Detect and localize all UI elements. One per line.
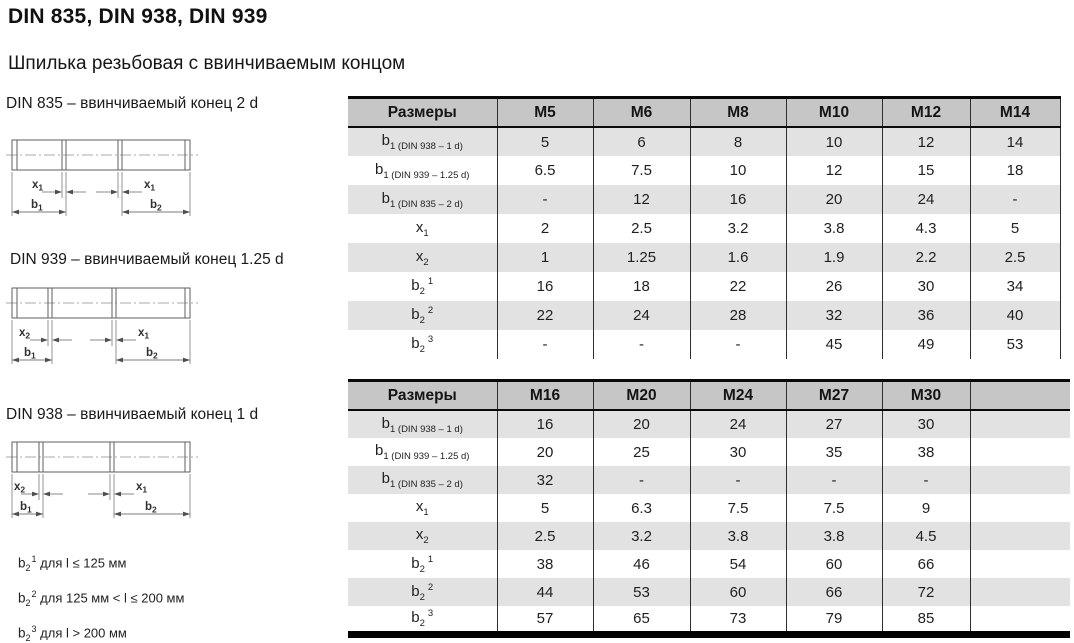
value-cell: 85 — [882, 606, 970, 634]
value-cell: 2.2 — [882, 243, 970, 272]
table-row — [348, 494, 1070, 522]
dim-label-b1: $b_1$ — [24, 347, 36, 361]
row-label: $b_2^1$ — [411, 553, 434, 575]
dim-label-x2-left: $x_2$ — [19, 327, 31, 341]
col-header-m24: M24 — [690, 381, 786, 411]
value-cell: 30 — [882, 272, 970, 301]
value-cell: 24 — [690, 410, 786, 438]
footnote-b2-1: $b_2^1$ для l ≤ 125 мм — [18, 554, 127, 573]
row-label: $b_{1 (DIN 939 - 1.25 d)}$ — [375, 442, 470, 462]
col-header-sizes: Размеры — [348, 98, 497, 128]
drawing-caption-din835: DIN 835 – ввинчиваемый конец 2 d — [6, 95, 259, 112]
value-cell: 14 — [970, 127, 1060, 156]
value-cell — [970, 522, 1070, 550]
value-cell: - — [786, 466, 882, 494]
col-header-m5: M5 — [497, 98, 593, 128]
value-cell: 22 — [690, 272, 786, 301]
value-cell: 10 — [690, 156, 786, 185]
value-cell: 2.5 — [497, 522, 593, 550]
col-header-m10: M10 — [786, 98, 882, 128]
row-label: $b_{1 (DIN 939 - 1.25 d)}$ — [375, 160, 470, 181]
value-cell: - — [593, 330, 690, 359]
value-cell: 24 — [593, 301, 690, 330]
value-cell: 16 — [690, 185, 786, 214]
value-cell: 22 — [497, 301, 593, 330]
value-cell: 5 — [970, 214, 1060, 243]
row-label: $b_{1 (DIN 938 - 1 d)}$ — [348, 127, 497, 156]
table-row — [348, 606, 1070, 634]
dim-label-x1-right: $x_1$ — [138, 327, 150, 341]
value-cell: 1 — [497, 243, 593, 272]
value-cell: 53 — [593, 578, 690, 606]
value-cell: 12 — [882, 127, 970, 156]
col-header-m20: M20 — [593, 381, 690, 411]
value-cell: 2 — [497, 214, 593, 243]
row-label: $x_1$ — [415, 218, 429, 239]
col-header-m12: M12 — [882, 98, 970, 128]
row-label: $b_{1 (DIN 835 - 2 d)}$ — [348, 185, 497, 214]
value-cell: 30 — [882, 410, 970, 438]
value-cell: 38 — [497, 550, 593, 578]
table-row — [348, 156, 1060, 185]
value-cell: 32 — [497, 466, 593, 494]
value-cell: 60 — [786, 550, 882, 578]
value-cell: 7.5 — [593, 156, 690, 185]
drawing-caption-din939: DIN 939 – ввинчиваемый конец 1.25 d — [10, 251, 284, 268]
row-label: $b_{1 (DIN 835 - 2 d)}$ — [348, 466, 497, 494]
value-cell: 4.3 — [882, 214, 970, 243]
footnote-b2-3: $b_2^3$ для l > 200 мм — [18, 624, 127, 643]
table-row — [348, 214, 1060, 243]
value-cell: 20 — [786, 185, 882, 214]
value-cell: 72 — [882, 578, 970, 606]
table-row — [348, 185, 1060, 214]
value-cell: 6.5 — [497, 156, 593, 185]
value-cell: 57 — [497, 606, 593, 634]
value-cell: - — [497, 185, 593, 214]
value-cell — [970, 578, 1070, 606]
value-cell: 12 — [786, 156, 882, 185]
row-label: $b_2^2$ — [348, 301, 497, 330]
col-header-empty — [970, 381, 1070, 411]
value-cell: 16 — [497, 272, 593, 301]
value-cell — [970, 438, 1070, 466]
value-cell: 79 — [786, 606, 882, 634]
value-cell: 44 — [497, 578, 593, 606]
value-cell: 2.5 — [970, 243, 1060, 272]
value-cell: 25 — [593, 438, 690, 466]
value-cell: 3.8 — [786, 522, 882, 550]
col-header-m14: M14 — [970, 98, 1060, 128]
din939-stud-drawing — [4, 276, 204, 368]
dim-label-x1-left: $x_1$ — [32, 179, 44, 193]
row-label: $b_2^1$ — [411, 276, 434, 297]
value-cell: 3.2 — [690, 214, 786, 243]
value-cell: 30 — [690, 438, 786, 466]
col-header-sizes: Размеры — [348, 381, 497, 411]
col-header-m6: M6 — [593, 98, 690, 128]
value-cell: 24 — [882, 185, 970, 214]
value-cell: 3.8 — [786, 214, 882, 243]
col-header-m27: M27 — [786, 381, 882, 411]
footnote-b2-2: $b_2^2$ для 125 мм < l ≤ 200 мм — [18, 589, 185, 608]
table-row — [348, 578, 1070, 606]
row-label: $x_1$ — [415, 498, 429, 518]
value-cell: 5 — [497, 127, 593, 156]
row-label: $b_{1 (DIN 938 - 1 d)}$ — [348, 410, 497, 438]
table-row — [348, 466, 1070, 494]
value-cell: - — [970, 185, 1060, 214]
dim-label-b2: $b_2$ — [145, 501, 157, 515]
din938-stud-drawing — [4, 430, 204, 522]
value-cell: 9 — [882, 494, 970, 522]
dim-label-x1-right: $x_1$ — [136, 481, 148, 495]
table-row — [348, 438, 1070, 466]
value-cell: 12 — [593, 185, 690, 214]
value-cell: 18 — [593, 272, 690, 301]
value-cell: 53 — [970, 330, 1060, 359]
table-header-row — [348, 98, 1060, 128]
value-cell — [970, 606, 1070, 634]
dim-label-b2: $b_2$ — [150, 199, 162, 213]
row-label: $x_2$ — [348, 522, 497, 550]
value-cell: - — [690, 330, 786, 359]
value-cell: - — [882, 466, 970, 494]
value-cell — [970, 466, 1070, 494]
din835-stud-drawing — [4, 128, 204, 220]
value-cell: - — [593, 466, 690, 494]
value-cell: 18 — [970, 156, 1060, 185]
sizes-table-m5-m14 — [348, 96, 1061, 359]
col-header-m30: M30 — [882, 381, 970, 411]
row-label: $b_2^2$ — [348, 578, 497, 606]
col-header-m8: M8 — [690, 98, 786, 128]
table-row — [348, 330, 1060, 359]
dim-label-x2-left: $x_2$ — [14, 481, 26, 495]
table-row — [348, 243, 1060, 272]
value-cell: 16 — [497, 410, 593, 438]
value-cell: 3.2 — [593, 522, 690, 550]
value-cell: 65 — [593, 606, 690, 634]
value-cell: 40 — [970, 301, 1060, 330]
dim-label-x1-right: $x_1$ — [144, 179, 156, 193]
table-row — [348, 127, 1060, 156]
table-row — [348, 410, 1070, 438]
value-cell: - — [690, 466, 786, 494]
value-cell: 6.3 — [593, 494, 690, 522]
value-cell: 35 — [786, 438, 882, 466]
value-cell: 7.5 — [786, 494, 882, 522]
value-cell: 45 — [786, 330, 882, 359]
value-cell: 26 — [786, 272, 882, 301]
value-cell: 60 — [690, 578, 786, 606]
value-cell: 1.6 — [690, 243, 786, 272]
dim-label-b2: $b_2$ — [146, 347, 158, 361]
table-header-row — [348, 381, 1070, 411]
value-cell: 34 — [970, 272, 1060, 301]
value-cell: 10 — [786, 127, 882, 156]
value-cell: 7.5 — [690, 494, 786, 522]
value-cell: 54 — [690, 550, 786, 578]
col-header-m16: M16 — [497, 381, 593, 411]
value-cell: 73 — [690, 606, 786, 634]
value-cell: 4.5 — [882, 522, 970, 550]
value-cell: 66 — [786, 578, 882, 606]
table-row — [348, 550, 1070, 578]
value-cell: 3.8 — [690, 522, 786, 550]
value-cell: 5 — [497, 494, 593, 522]
value-cell — [970, 410, 1070, 438]
value-cell: 36 — [882, 301, 970, 330]
value-cell: 49 — [882, 330, 970, 359]
table-row — [348, 522, 1070, 550]
table-row — [348, 301, 1060, 330]
value-cell: 8 — [690, 127, 786, 156]
value-cell: 32 — [786, 301, 882, 330]
value-cell: - — [497, 330, 593, 359]
row-label: $x_2$ — [348, 243, 497, 272]
value-cell: 66 — [882, 550, 970, 578]
value-cell — [970, 494, 1070, 522]
row-label: $b_2^3$ — [411, 334, 434, 355]
dim-label-b1: $b_1$ — [31, 199, 43, 213]
value-cell: 15 — [882, 156, 970, 185]
value-cell: 46 — [593, 550, 690, 578]
page-title: DIN 835, DIN 938, DIN 939 — [8, 5, 268, 28]
page-subtitle: Шпилька резьбовая с ввинчиваемым концом — [8, 53, 406, 74]
value-cell: 1.9 — [786, 243, 882, 272]
value-cell: 1.25 — [593, 243, 690, 272]
value-cell: 38 — [882, 438, 970, 466]
row-label: $b_2^3$ — [411, 607, 434, 629]
value-cell: 20 — [593, 410, 690, 438]
value-cell: 20 — [497, 438, 593, 466]
sizes-table-m16-m30 — [348, 379, 1070, 638]
table-row — [348, 272, 1060, 301]
value-cell: 27 — [786, 410, 882, 438]
dim-label-b1: $b_1$ — [20, 501, 32, 515]
value-cell: 6 — [593, 127, 690, 156]
value-cell — [970, 550, 1070, 578]
value-cell: 28 — [690, 301, 786, 330]
value-cell: 2.5 — [593, 214, 690, 243]
drawing-caption-din938: DIN 938 – ввинчиваемый конец 1 d — [6, 406, 259, 423]
